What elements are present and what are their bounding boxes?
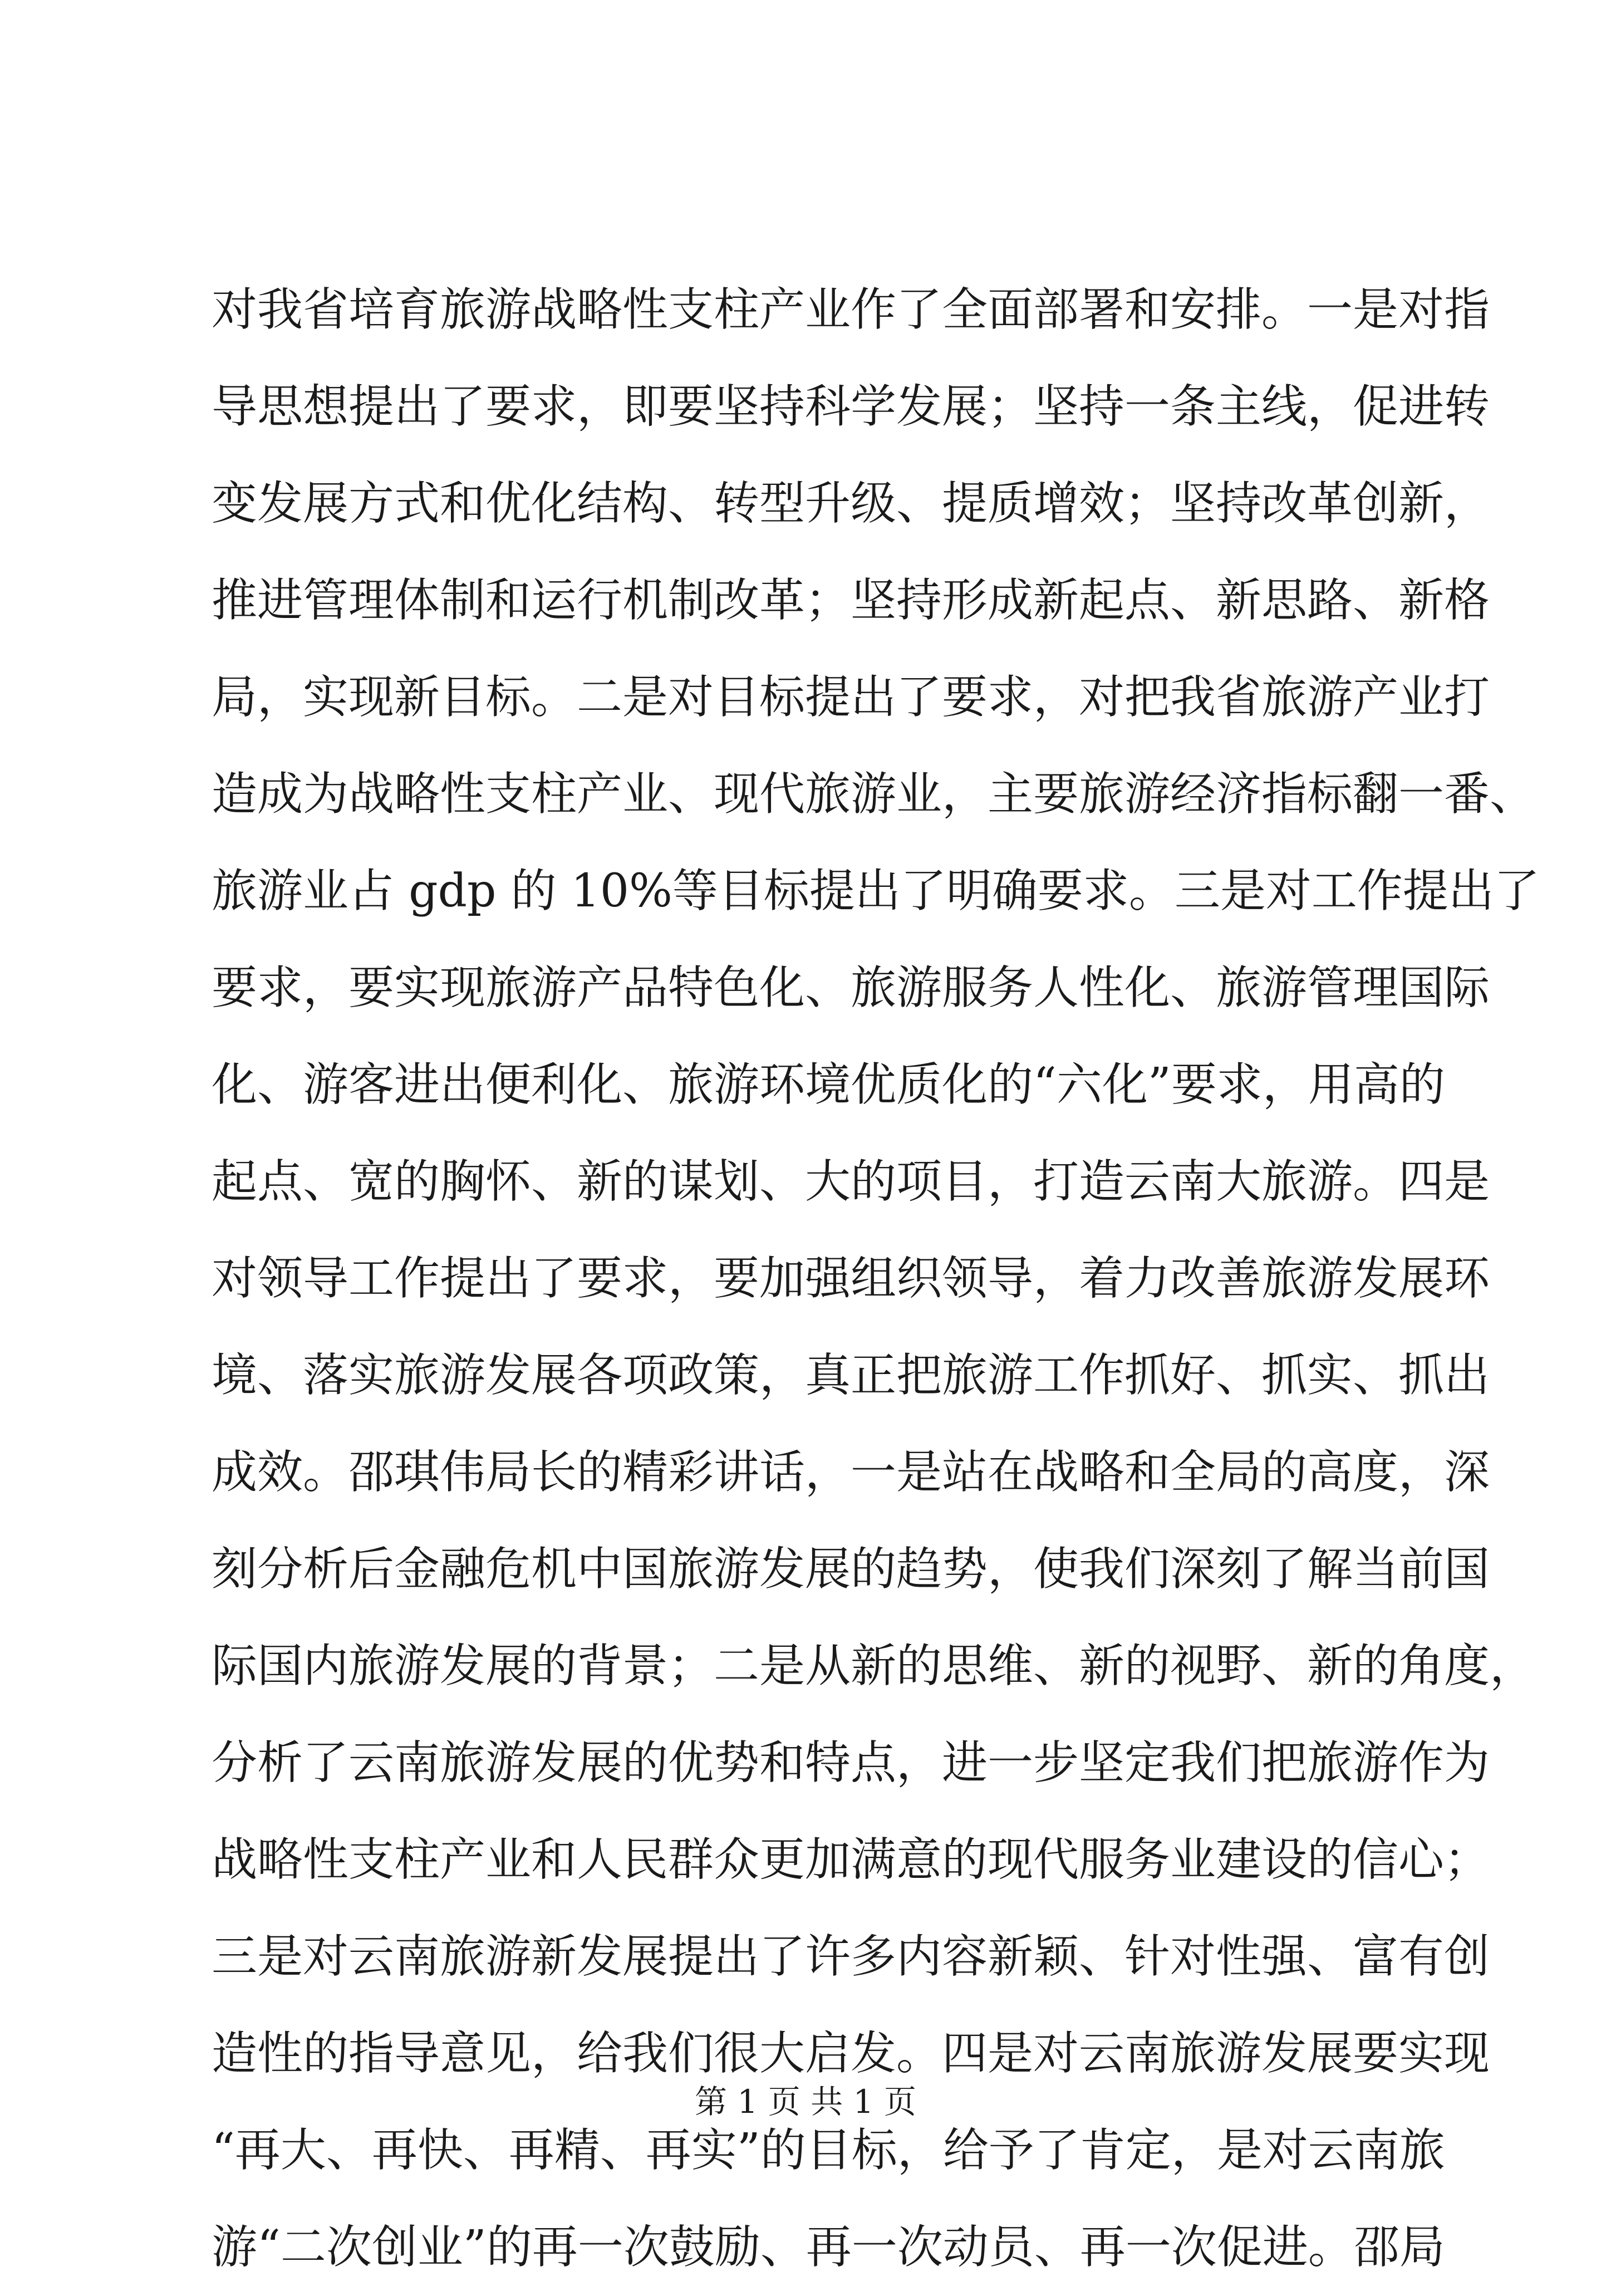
text-line: 导思想提出了要求，即要坚持科学发展；坚持一条主线，促进转 xyxy=(212,380,1490,433)
text-line: 化、游客进出便利化、旅游环境优质化的“六化”要求，用高的 xyxy=(212,1058,1445,1111)
text-line: 战略性支柱产业和人民群众更加满意的现代服务业建设的信心； xyxy=(212,1833,1490,1886)
text-line: 成效。邵琪伟局长的精彩讲话，一是站在战略和全局的高度，深 xyxy=(212,1446,1490,1499)
text-line: 要求，要实现旅游产品特色化、旅游服务人性化、旅游管理国际 xyxy=(212,961,1490,1014)
text-line: 局，实现新目标。二是对目标提出了要求，对把我省旅游产业打 xyxy=(212,671,1490,724)
text-line: 游“二次创业”的再一次鼓励、再一次动员、再一次促进。邵局 xyxy=(212,2221,1445,2274)
text-line: 造性的指导意见，给我们很大启发。四是对云南旅游发展要实现 xyxy=(212,2027,1490,2080)
text-line: “再大、再快、再精、再实”的目标，给予了肯定，是对云南旅 xyxy=(212,2124,1445,2177)
text-line: 际国内旅游发展的背景；二是从新的思维、新的视野、新的角度， xyxy=(212,1640,1536,1692)
text-line: 造成为战略性支柱产业、现代旅游业，主要旅游经济指标翻一番、 xyxy=(212,768,1536,821)
text-line: 对领导工作提出了要求，要加强组织领导，着力改善旅游发展环 xyxy=(212,1252,1490,1305)
text-line: 境、落实旅游发展各项政策，真正把旅游工作抓好、抓实、抓出 xyxy=(212,1349,1490,1402)
page-footer xyxy=(0,2079,1611,2124)
text-line: 分析了云南旅游发展的优势和特点，进一步坚定我们把旅游作为 xyxy=(212,1736,1490,1789)
text-line: 起点、宽的胸怀、新的谋划、大的项目，打造云南大旅游。四是 xyxy=(212,1155,1490,1208)
text-line: 变发展方式和优化结构、转型升级、提质增效；坚持改革创新， xyxy=(212,477,1490,530)
text-line: 刻分析后金融危机中国旅游发展的趋势，使我们深刻了解当前国 xyxy=(212,1543,1490,1596)
text-line: 推进管理体制和运行机制改革；坚持形成新起点、新思路、新格 xyxy=(212,574,1490,627)
text-line: 对我省培育旅游战略性支柱产业作了全面部署和安排。一是对指 xyxy=(212,283,1490,336)
text-line: 旅游业占 gdp 的 10%等目标提出了明确要求。三是对工作提出了 xyxy=(212,865,1540,918)
text-line: 三是对云南旅游新发展提出了许多内容新颖、针对性强、富有创 xyxy=(212,1930,1490,1983)
body-text xyxy=(212,262,1540,2296)
page-number: 第 1 页 共 1 页 xyxy=(695,2083,916,2121)
